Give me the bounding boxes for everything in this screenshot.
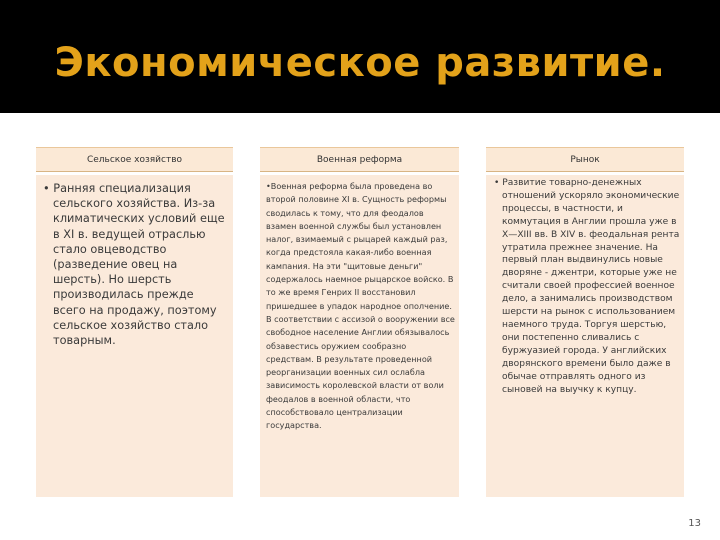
column-header-military-reform: [260, 147, 459, 172]
column-header-agriculture: [36, 147, 233, 172]
column-header-label: Рынок: [570, 154, 600, 165]
column-text: • Развитие товарно-денежных отношений ускоряло экономические процессы, в частности, и коммутация в Англии прошла уже в X—XIII вв. В XIV в. феодальная рента утратила прежнее значение. На первый план выдвинулись новые дворяне - джентри, которые уже не считали своей профессией военное дело, а занимались производством шерсти на рынок с использованием наемного труда. Торгуя шерстью, они постепенно сливались с буржуазией города. У английских дворянского времени было даже в обычае отправлять одного из сыновей на выучку к купцу.: [494, 178, 680, 395]
column-text: • Ранняя специализация сельского хозяйства. Из-за климатических условий еще в XI в. ведущей отраслью стало овцеводство (разведение овец на шерсть). Но шерсть производилась прежде всего на продажу, поэтому сельское хозяйство стало товарным.: [43, 182, 225, 348]
column-text: •Военная реформа была проведена во второй половине XI в. Сущность реформы сводилась к тому, что для феодалов взамен военной службы был установлен налог, взимаемый с рыцарей каждый раз, когда предстояла какая-либо военная кампания. На эти "щитовые деньги" содержалось наемное рыцарское войско. В то же время Генрих II восстановил пришедшее в упадок народное ополчение. В соответствии с ассизой о вооружении все свободное население Англии обязывалось обзавестись оружием сообразно средствам. В результате проведенной реорганизации военных сил ослабла зависимость королевской власти от воли феодалов в военной области, что способствовало централизации государства.: [266, 181, 455, 431]
column-body-agriculture: [36, 175, 233, 497]
column-header-market: [486, 147, 684, 172]
slide-title: Экономическое развитие.: [54, 40, 666, 86]
column-header-label: Военная реформа: [316, 154, 403, 165]
column-header-label: Сельское хозяйство: [86, 154, 183, 165]
column-body-market: [486, 175, 684, 497]
column-body-military-reform: [260, 175, 459, 497]
page-number: 13: [688, 518, 701, 529]
